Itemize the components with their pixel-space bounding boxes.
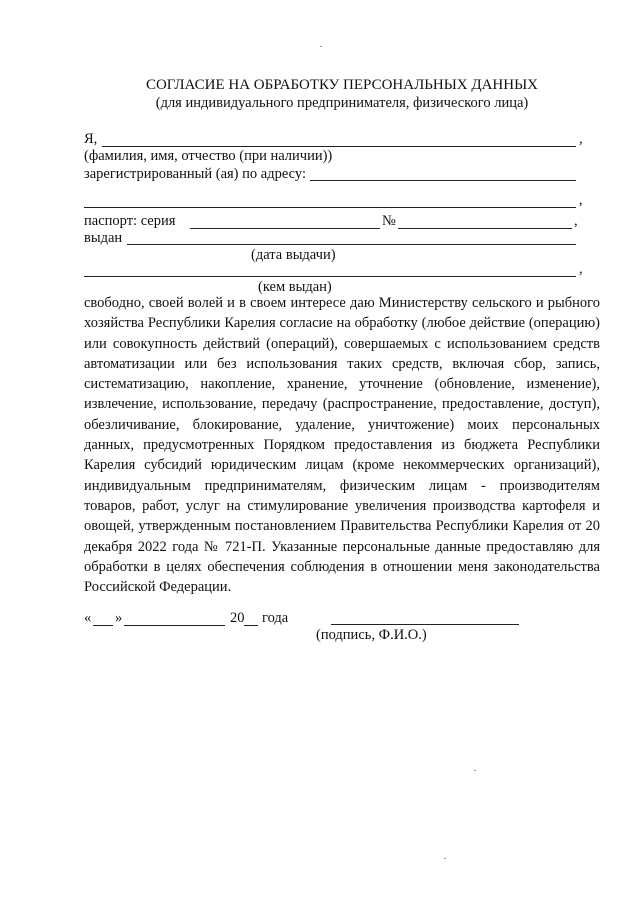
issued-date-field-line[interactable]	[127, 244, 576, 245]
passport-number-field-line[interactable]	[398, 228, 572, 229]
scan-speck	[444, 858, 446, 859]
date-quote-open: «	[84, 610, 92, 626]
passport-series-label: паспорт: серия	[84, 213, 176, 229]
issue-date-caption: (дата выдачи)	[251, 247, 336, 263]
fio-caption: (фамилия, имя, отчество (при наличии))	[84, 148, 333, 164]
ya-label: Я,	[84, 131, 98, 147]
year-prefix: 20	[230, 610, 245, 626]
year-field-line[interactable]	[244, 625, 258, 626]
date-quote-close: »	[115, 610, 123, 626]
address-field-line-2[interactable]	[84, 207, 576, 208]
day-field-line[interactable]	[93, 625, 113, 626]
issued-by-comma: ,	[579, 261, 583, 277]
issued-label: выдан	[84, 230, 123, 246]
fio-comma: ,	[579, 131, 583, 147]
issued-by-caption: (кем выдан)	[258, 279, 332, 295]
signature-field-line[interactable]	[331, 624, 519, 625]
passport-number-label: №	[382, 213, 396, 229]
passport-comma: ,	[574, 213, 578, 229]
scan-speck	[320, 46, 322, 47]
address-comma: ,	[579, 192, 583, 208]
document-subtitle: (для индивидуального предпринимателя, физического лица)	[155, 95, 529, 111]
scan-speck	[474, 770, 476, 771]
passport-series-field-line[interactable]	[190, 228, 380, 229]
consent-body-text: свободно, своей волей и в своем интересе даю Министерству сельского и рыбного хозяйства Республики Карелия согласие на обработку (любое действие (операцию) или совокупность действий (операций), совершаемых с использованием средств автоматизации или без использования таких средств, включая сбор, запись, систематизацию, накопление, хранение, уточнение (обновление, изменение), извлечение, использование, передачу (распространение, предоставление, доступ), обезличивание, блокирование, удаление, уничтожение) моих персональных данных, предусмотренных Порядком предоставления из бюджета Республики Карелия субсидий юридическим лицам (кроме некоммерческих организаций), индивидуальным предпринимателям, физическим лицам - производителям товаров, работ, услуг на стимулирование увеличения производства картофеля и овощей, утвержденным постановлением Правительства Республики Карелия от 20 декабря 2022 года № 721-П. Указанные персональные данные предоставляю для обработки в целях обеспечения соблюдения в отношении меня законодательства Российской Федерации.	[84, 295, 600, 596]
fio-field-line[interactable]	[102, 146, 576, 147]
signature-caption: (подпись, Ф.И.О.)	[316, 627, 427, 643]
year-suffix: года	[262, 610, 289, 626]
document-title: СОГЛАСИЕ НА ОБРАБОТКУ ПЕРСОНАЛЬНЫХ ДАННЫХ	[145, 77, 539, 93]
month-field-line[interactable]	[124, 625, 225, 626]
issued-by-field-line[interactable]	[84, 276, 576, 277]
address-label: зарегистрированный (ая) по адресу:	[84, 166, 306, 182]
address-field-line[interactable]	[310, 180, 576, 181]
